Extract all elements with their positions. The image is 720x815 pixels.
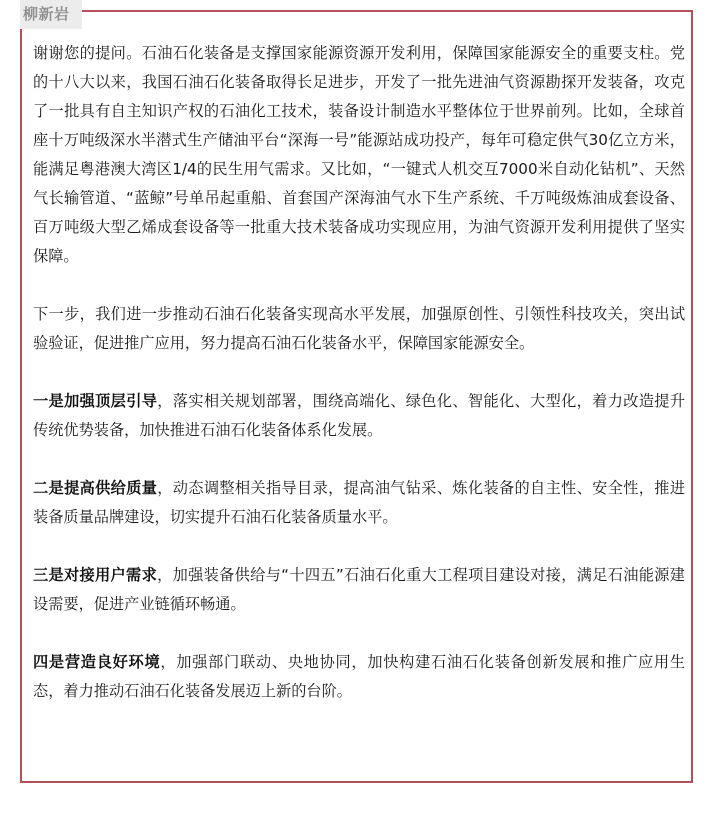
paragraph-text: 谢谢您的提问。石油石化装备是支撑国家能源资源开发利用，保障国家能源安全的重要支柱。党的十八大以来，我国石油石化装备取得长足进步，开发了一批先进油气资源勘探开发装备，攻克了一批具有自主知识产权的石油化工技术，装备设计制造水平整体位于世界前列。比如，全球首座十万吨级深水半潜式生产储油平台“深海一号”能源站成功投产，每年可稳定供气30亿立方米，能满足粤港澳大湾区1/4的民生用气需求。又比如，“一键式人机交互7000米自动化钻机”、天然气长输管道、“蓝鲸”号单吊起重船、首套国产深海油气水下生产系统、千万吨级炼油成套设备、百万吨级大型乙烯成套设备等一批重大技术装备成功实现应用，为油气资源开发利用提供了坚实保障。 [33, 44, 685, 265]
paragraph-text: ，动态调整相关指导目录，提高油气钻采、炼化装备的自主性、安全性，推进装备质量品牌建设，切实提升石油石化装备质量水平。 [33, 479, 686, 526]
paragraph-point-4 [33, 648, 685, 706]
speaker-name-tag: 柳新岩 [20, 0, 82, 29]
paragraph-text: ，落实相关规划部署，围绕高端化、绿色化、智能化、大型化，着力改造提升传统优势装备，加快推进石油石化装备体系化发展。 [33, 392, 686, 439]
paragraph-point-2 [33, 474, 685, 532]
paragraph-intro [33, 39, 685, 271]
answer-content [33, 39, 685, 706]
paragraph-text: ，加强部门联动、央地协同，加快构建石油石化装备创新发展和推广应用生态，着力推动石油石化装备发展迈上新的台阶。 [33, 653, 686, 700]
paragraph-text: ，加强装备供给与“十四五”石油石化重大工程项目建设对接，满足石油能源建设需要，促进产业链循环畅通。 [33, 566, 685, 613]
point-heading: 一是加强顶层引导 [33, 392, 158, 410]
paragraph-point-1 [33, 387, 685, 445]
point-heading: 二是提高供给质量 [33, 479, 158, 497]
paragraph-point-3 [33, 561, 685, 619]
point-heading: 三是对接用户需求 [33, 566, 158, 584]
paragraph-text: 下一步，我们进一步推动石油石化装备实现高水平发展，加强原创性、引领性科技攻关，突出试验验证，促进推广应用，努力提高石油石化装备水平，保障国家能源安全。 [33, 305, 685, 352]
point-heading: 四是营造良好环境 [33, 653, 161, 671]
paragraph-next-steps [33, 300, 685, 358]
